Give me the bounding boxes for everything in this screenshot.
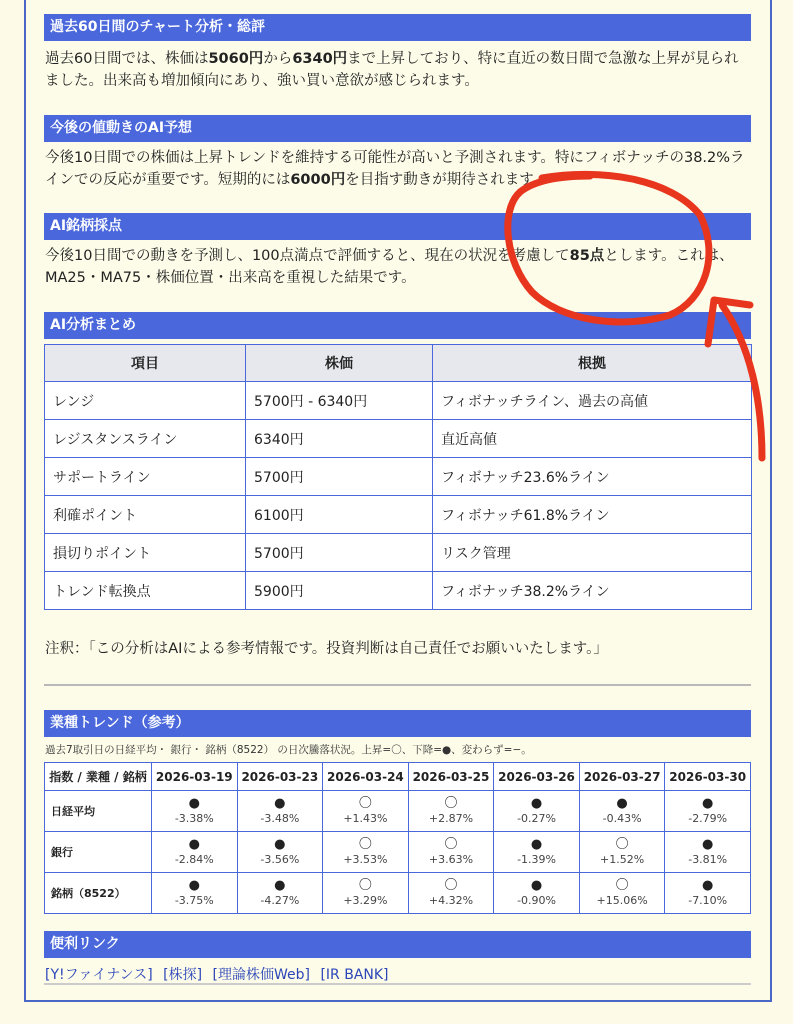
summary-table [44,344,752,610]
col-header-date: 2026-03-24 [323,763,409,791]
direction-symbol: ● [188,878,200,893]
trend-table-header [45,763,751,791]
cell-basis: フィボナッチ38.2%ライン [433,572,752,610]
change-percent: +1.52% [600,853,645,866]
trend-row-label: 銘柄（8522） [45,873,152,914]
trend-cell [665,873,751,914]
trend-cell [408,832,494,873]
direction-symbol: 〇 [358,878,372,893]
trend-cell [494,832,580,873]
direction-symbol: ● [702,796,714,811]
direction-symbol: ● [702,837,714,852]
table-row [45,496,752,534]
trend-row [45,832,751,873]
col-header-item: 項目 [45,345,246,382]
cell-price: 5700円 [246,458,433,496]
change-percent: -4.27% [260,894,300,907]
change-percent: +2.87% [428,812,474,825]
direction-symbol: ● [530,878,543,893]
trend-cell [408,791,494,832]
direction-symbol: 〇 [358,837,372,852]
change-percent: +4.32% [428,894,474,907]
cell-price: 6100円 [246,496,433,534]
trend-cell [665,791,751,832]
section-header-sector-trend: 業種トレンド（参考） [44,710,751,737]
divider [44,983,751,985]
table-row [45,382,752,420]
change-percent: -3.38% [174,812,214,825]
cell-item: レジスタンスライン [45,420,246,458]
table-row [45,458,752,496]
col-header-date: 2026-03-23 [237,763,323,791]
direction-symbol: 〇 [358,796,372,811]
cell-item: レンジ [45,382,246,420]
trend-row [45,873,751,914]
direction-symbol: ● [702,878,714,893]
direction-symbol: ● [274,837,286,852]
change-percent: -0.90% [517,894,556,907]
direction-symbol: ● [530,837,543,852]
col-header-date: 2026-03-26 [494,763,580,791]
change-percent: -0.43% [602,812,642,825]
section-header-ai-summary: AI分析まとめ [44,312,751,339]
table-row [45,534,752,572]
ai-forecast-text: 今後10日間での株価は上昇トレンドを維持する可能性が高いと予測されます。特にフィボナッチの38.2%ラインでの反応が重要です。短期的には6000円を目指す動きが期待されます。 [45,150,745,188]
section-header-ai-forecast: 今後の値動きのAI予想 [44,115,751,142]
section-header-chart-analysis: 過去60日間のチャート分析・総評 [44,14,751,41]
chart-analysis-text: 過去60日間では、株価は5060円から6340円まで上昇しており、特に直近の数日間で急激な上昇が見られました。出来高も増加傾向にあり、強い買い意欲が感じられます。 [45,51,739,89]
cell-price: 5700円 [246,534,433,572]
cell-basis: 直近高値 [433,420,752,458]
direction-symbol: ● [274,878,286,893]
table-row [45,420,752,458]
cell-item: サポートライン [45,458,246,496]
change-percent: -3.75% [174,894,214,907]
trend-cell [323,873,409,914]
trend-row-label: 日経平均 [45,791,152,832]
trend-cell [408,873,494,914]
col-header-label: 指数 / 業種 / 銘柄 [45,763,152,791]
disclaimer-note: 注釈：「この分析はAIによる参考情報です。投資判断は自己責任でお願いいたします。」 [45,641,608,657]
direction-symbol: 〇 [444,878,458,893]
direction-symbol: ● [616,796,628,811]
trend-cell [237,791,323,832]
change-percent: -2.84% [174,853,214,866]
trend-row [45,791,751,832]
sector-trend-caption: 過去7取引日の日経平均・ 銀行・ 銘柄（8522） の日次騰落状況。上昇=〇、下降=●、変わらず=−。 [45,744,532,756]
trend-cell [579,873,665,914]
change-percent: +3.63% [428,853,474,866]
trend-cell [579,791,665,832]
trend-cell [152,873,238,914]
trend-cell [579,832,665,873]
link-ir-bank[interactable]: [IR BANK] [320,967,389,983]
direction-symbol: ● [188,796,200,811]
cell-item: 損切りポイント [45,534,246,572]
summary-table-header [45,345,752,382]
direction-symbol: 〇 [615,837,629,852]
direction-symbol: ● [188,837,200,852]
ai-score-text: 今後10日間での動きを予測し、100点満点で評価すると、現在の状況を考慮して85点とします。これは、MA25・MA75・株価位置・出来高を重視した結果です。 [45,248,734,286]
cell-price: 6340円 [246,420,433,458]
cell-basis: フィボナッチライン、過去の高値 [433,382,752,420]
col-header-date: 2026-03-19 [152,763,238,791]
col-header-basis: 根拠 [433,345,752,382]
trend-cell [237,873,323,914]
change-percent: -3.56% [260,853,300,866]
cell-basis: フィボナッチ61.8%ライン [433,496,752,534]
trend-cell [237,832,323,873]
change-percent: -1.39% [517,853,556,866]
link-riron-kabuka[interactable]: [理論株価Web] [212,967,310,983]
change-percent: -0.27% [517,812,556,825]
direction-symbol: ● [530,796,543,811]
col-header-date: 2026-03-27 [579,763,665,791]
change-percent: -2.79% [688,812,728,825]
col-header-date: 2026-03-30 [665,763,751,791]
change-percent: +1.43% [343,812,388,825]
sector-trend-table [44,762,751,914]
change-percent: -3.81% [688,853,728,866]
trend-cell [323,791,409,832]
change-percent: +3.53% [343,853,388,866]
trend-cell [323,832,409,873]
direction-symbol: 〇 [444,796,458,811]
cell-item: トレンド転換点 [45,572,246,610]
change-percent: +3.29% [343,894,388,907]
link-kabutan[interactable]: [株探] [163,967,203,983]
cell-price: 5700円 - 6340円 [246,382,433,420]
link-yahoo-finance[interactable]: [Y!ファイナンス] [45,967,153,983]
direction-symbol: 〇 [444,837,458,852]
useful-links [45,964,395,984]
change-percent: -3.48% [260,812,300,825]
trend-row-label: 銀行 [45,832,152,873]
cell-basis: リスク管理 [433,534,752,572]
table-row [45,572,752,610]
direction-symbol: 〇 [615,878,629,893]
col-header-date: 2026-03-25 [408,763,494,791]
trend-cell [152,832,238,873]
section-header-useful-links: 便利リンク [44,931,751,958]
trend-cell [152,791,238,832]
col-header-price: 株価 [246,345,433,382]
cell-item: 利確ポイント [45,496,246,534]
cell-price: 5900円 [246,572,433,610]
cell-basis: フィボナッチ23.6%ライン [433,458,752,496]
divider [44,684,751,686]
trend-cell [665,832,751,873]
section-header-ai-score: AI銘柄採点 [44,213,751,240]
trend-cell [494,873,580,914]
trend-cell [494,791,580,832]
direction-symbol: ● [274,796,286,811]
change-percent: -7.10% [688,894,728,907]
change-percent: +15.06% [596,894,648,907]
